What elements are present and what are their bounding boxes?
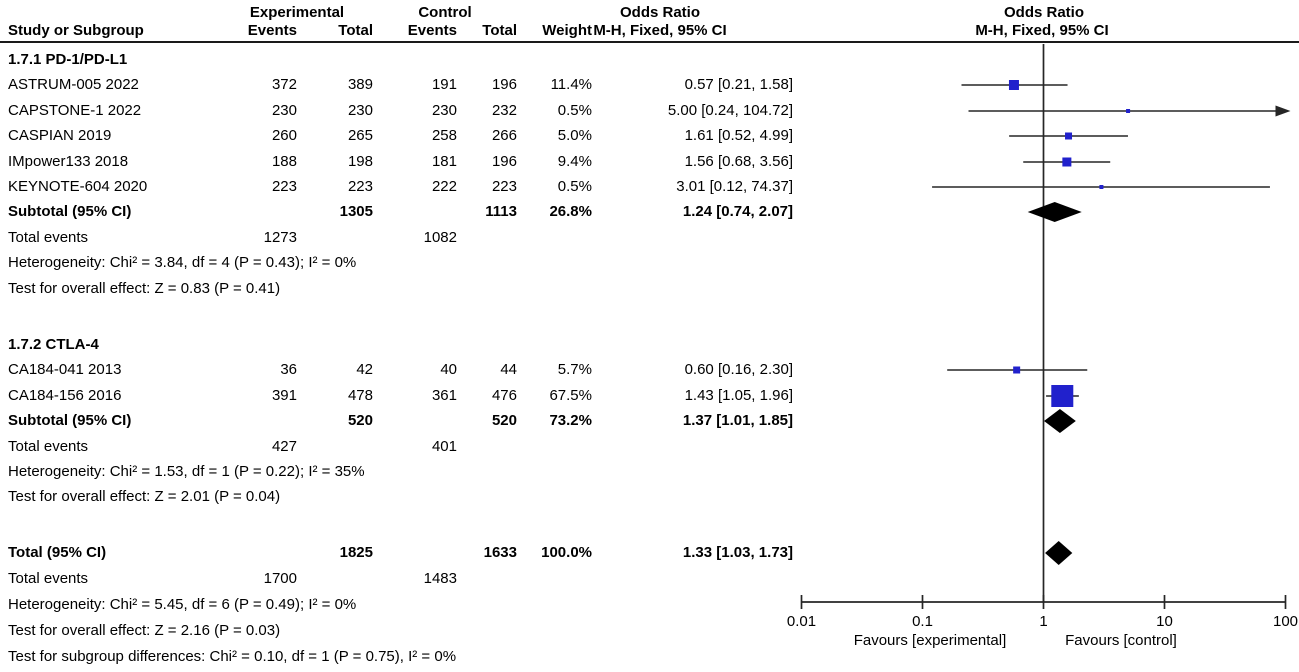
odds-ratio-ci-text: 0.60 [0.16, 2.30] — [684, 361, 793, 378]
odds-ratio-ci-text: 0.57 [0.21, 1.58] — [684, 76, 793, 93]
total-events-ctl: 1082 — [423, 229, 457, 246]
exp-total: 198 — [347, 153, 373, 170]
statistics-text: Test for overall effect: Z = 2.16 (P = 0.03) — [8, 622, 281, 639]
ctl-total: 476 — [491, 387, 517, 404]
study-name: CA184-156 2016 — [8, 387, 122, 404]
subtotal-exp-total: 1305 — [339, 203, 373, 220]
subgroup-label: 1.7.1 PD-1/PD-L1 — [8, 51, 128, 68]
weight-value: 0.5% — [557, 102, 592, 119]
ctl-total: 266 — [491, 127, 517, 144]
column-header-row — [0, 21, 1299, 41]
table-row — [0, 621, 800, 641]
exp-total: 230 — [347, 102, 373, 119]
subtotal-weight: 100.0% — [541, 544, 592, 561]
subtotal-ctl-total: 1113 — [485, 203, 517, 220]
table-row — [0, 228, 800, 248]
ctl-events: 40 — [440, 361, 457, 378]
statistics-text: Test for subgroup differences: Chi² = 0.10, df = 1 (P = 0.75), I² = 0% — [8, 648, 457, 665]
total-events-exp: 1273 — [263, 229, 297, 246]
study-name: IMpower133 2018 — [8, 153, 129, 170]
subtotal-exp-total: 520 — [347, 412, 373, 429]
table-row — [0, 360, 800, 380]
exp-total: 478 — [347, 387, 373, 404]
weight-value: 0.5% — [557, 178, 592, 195]
axis-tick-label: 0.01 — [786, 613, 817, 630]
subtotal-label: Subtotal (95% CI) — [8, 203, 132, 220]
effect-square — [1013, 367, 1020, 374]
header-control-group: Control — [418, 4, 472, 21]
ctl-total: 223 — [491, 178, 517, 195]
total-events-exp: 427 — [271, 438, 297, 455]
study-name: CAPSTONE-1 2022 — [8, 102, 142, 119]
statistics-text: Heterogeneity: Chi² = 1.53, df = 1 (P = 0.22); I² = 35% — [8, 463, 365, 480]
subtotal-weight: 73.2% — [549, 412, 592, 429]
subgroup-label: 1.7.2 CTLA-4 — [8, 336, 99, 353]
effect-square — [1051, 385, 1073, 407]
table-row — [0, 202, 800, 222]
table-row — [0, 386, 800, 406]
subtotal-label: Subtotal (95% CI) — [8, 412, 132, 429]
total-events-ctl: 1483 — [423, 570, 457, 587]
subtotal-odds-ratio-ci-text: 1.37 [1.01, 1.85] — [682, 412, 793, 429]
favours-experimental-label: Favours [experimental] — [853, 632, 1007, 649]
odds-ratio-ci-text: 5.00 [0.24, 104.72] — [667, 102, 793, 119]
subtotal-weight: 26.8% — [549, 203, 592, 220]
header-study-or-subgroup: Study or Subgroup — [8, 22, 144, 39]
subtotal-exp-total: 1825 — [339, 544, 373, 561]
table-row — [0, 335, 800, 355]
weight-value: 67.5% — [549, 387, 592, 404]
header-ctl-events: Events — [407, 22, 457, 39]
table-row — [0, 75, 800, 95]
table-row — [0, 569, 800, 589]
table-row — [0, 253, 800, 273]
weight-value: 11.4% — [550, 76, 592, 93]
effect-square — [1126, 109, 1130, 113]
ctl-events: 222 — [431, 178, 457, 195]
odds-ratio-ci-text: 3.01 [0.12, 74.37] — [676, 178, 793, 195]
total-events-label: Total events — [8, 570, 89, 587]
header-odds-ratio-column: Odds Ratio — [619, 4, 700, 21]
exp-events: 391 — [271, 387, 297, 404]
statistics-text: Test for overall effect: Z = 2.01 (P = 0.04) — [8, 488, 281, 505]
effect-square — [1062, 158, 1071, 167]
table-row — [0, 487, 800, 507]
pooled-diamond — [1045, 541, 1072, 565]
header-underline — [0, 41, 1299, 43]
statistics-text: Heterogeneity: Chi² = 5.45, df = 6 (P = 0.49); I² = 0% — [8, 596, 357, 613]
header-mh-fixed-ci-column: M-H, Fixed, 95% CI — [593, 22, 727, 39]
weight-value: 5.0% — [557, 127, 592, 144]
favours-control-label: Favours [control] — [1065, 632, 1177, 649]
pooled-diamond — [1028, 202, 1082, 222]
ctl-events: 361 — [431, 387, 457, 404]
odds-ratio-ci-text: 1.56 [0.68, 3.56] — [684, 153, 793, 170]
ctl-events: 191 — [431, 76, 457, 93]
odds-ratio-ci-text: 1.43 [1.05, 1.96] — [684, 387, 793, 404]
ctl-total: 196 — [491, 76, 517, 93]
exp-events: 372 — [271, 76, 297, 93]
effect-square — [1065, 133, 1072, 140]
table-row — [0, 595, 800, 615]
exp-events: 230 — [271, 102, 297, 119]
ctl-total: 196 — [491, 153, 517, 170]
table-row — [0, 411, 800, 431]
exp-total: 223 — [347, 178, 373, 195]
study-name: CASPIAN 2019 — [8, 127, 112, 144]
study-name: CA184-041 2013 — [8, 361, 122, 378]
effect-square — [1099, 185, 1103, 189]
pooled-diamond — [1044, 409, 1076, 433]
study-name: KEYNOTE-604 2020 — [8, 178, 148, 195]
table-row — [0, 437, 800, 457]
weight-value: 9.4% — [557, 153, 592, 170]
table-row — [0, 543, 800, 563]
total-events-label: Total events — [8, 229, 89, 246]
table-row — [0, 279, 800, 299]
header-exp-events: Events — [247, 22, 297, 39]
header-weight: Weight — [542, 22, 592, 39]
table-row — [0, 152, 800, 172]
axis-tick-label: 0.1 — [912, 613, 933, 630]
table-row — [0, 50, 800, 70]
odds-ratio-ci-text: 1.61 [0.52, 4.99] — [684, 127, 793, 144]
subtotal-ctl-total: 520 — [491, 412, 517, 429]
header-odds-ratio-plot: Odds Ratio — [1003, 4, 1084, 21]
ctl-total: 44 — [500, 361, 517, 378]
ci-arrow-right — [1276, 106, 1291, 117]
exp-events: 36 — [280, 361, 297, 378]
exp-events: 223 — [271, 178, 297, 195]
ctl-events: 230 — [431, 102, 457, 119]
ctl-events: 258 — [431, 127, 457, 144]
subtotal-ctl-total: 1633 — [483, 544, 517, 561]
statistics-text: Heterogeneity: Chi² = 3.84, df = 4 (P = 0.43); I² = 0% — [8, 254, 357, 271]
subtotal-odds-ratio-ci-text: 1.33 [1.03, 1.73] — [682, 544, 793, 561]
table-row — [0, 462, 800, 482]
total-events-exp: 1700 — [263, 570, 297, 587]
header-mh-fixed-ci-plot: M-H, Fixed, 95% CI — [975, 22, 1109, 39]
table-row — [0, 647, 800, 667]
exp-total: 265 — [347, 127, 373, 144]
exp-events: 260 — [271, 127, 297, 144]
subtotal-odds-ratio-ci-text: 1.24 [0.74, 2.07] — [682, 203, 793, 220]
ctl-total: 232 — [491, 102, 517, 119]
header-exp-total: Total — [338, 22, 373, 39]
exp-events: 188 — [271, 153, 297, 170]
header-experimental-group: Experimental — [249, 4, 345, 21]
axis-tick-label: 1 — [1039, 613, 1048, 630]
table-row — [0, 177, 800, 197]
exp-total: 389 — [347, 76, 373, 93]
effect-square — [1009, 80, 1019, 90]
axis-tick-label: 100 — [1272, 613, 1299, 630]
ctl-events: 181 — [431, 153, 457, 170]
subtotal-label: Total (95% CI) — [8, 544, 107, 561]
table-row — [0, 126, 800, 146]
weight-value: 5.7% — [557, 361, 592, 378]
statistics-text: Test for overall effect: Z = 0.83 (P = 0.41) — [8, 280, 281, 297]
exp-total: 42 — [356, 361, 373, 378]
total-events-ctl: 401 — [431, 438, 457, 455]
study-name: ASTRUM-005 2022 — [8, 76, 139, 93]
header-ctl-total: Total — [482, 22, 517, 39]
axis-tick-label: 10 — [1156, 613, 1173, 630]
table-row — [0, 101, 800, 121]
total-events-label: Total events — [8, 438, 89, 455]
